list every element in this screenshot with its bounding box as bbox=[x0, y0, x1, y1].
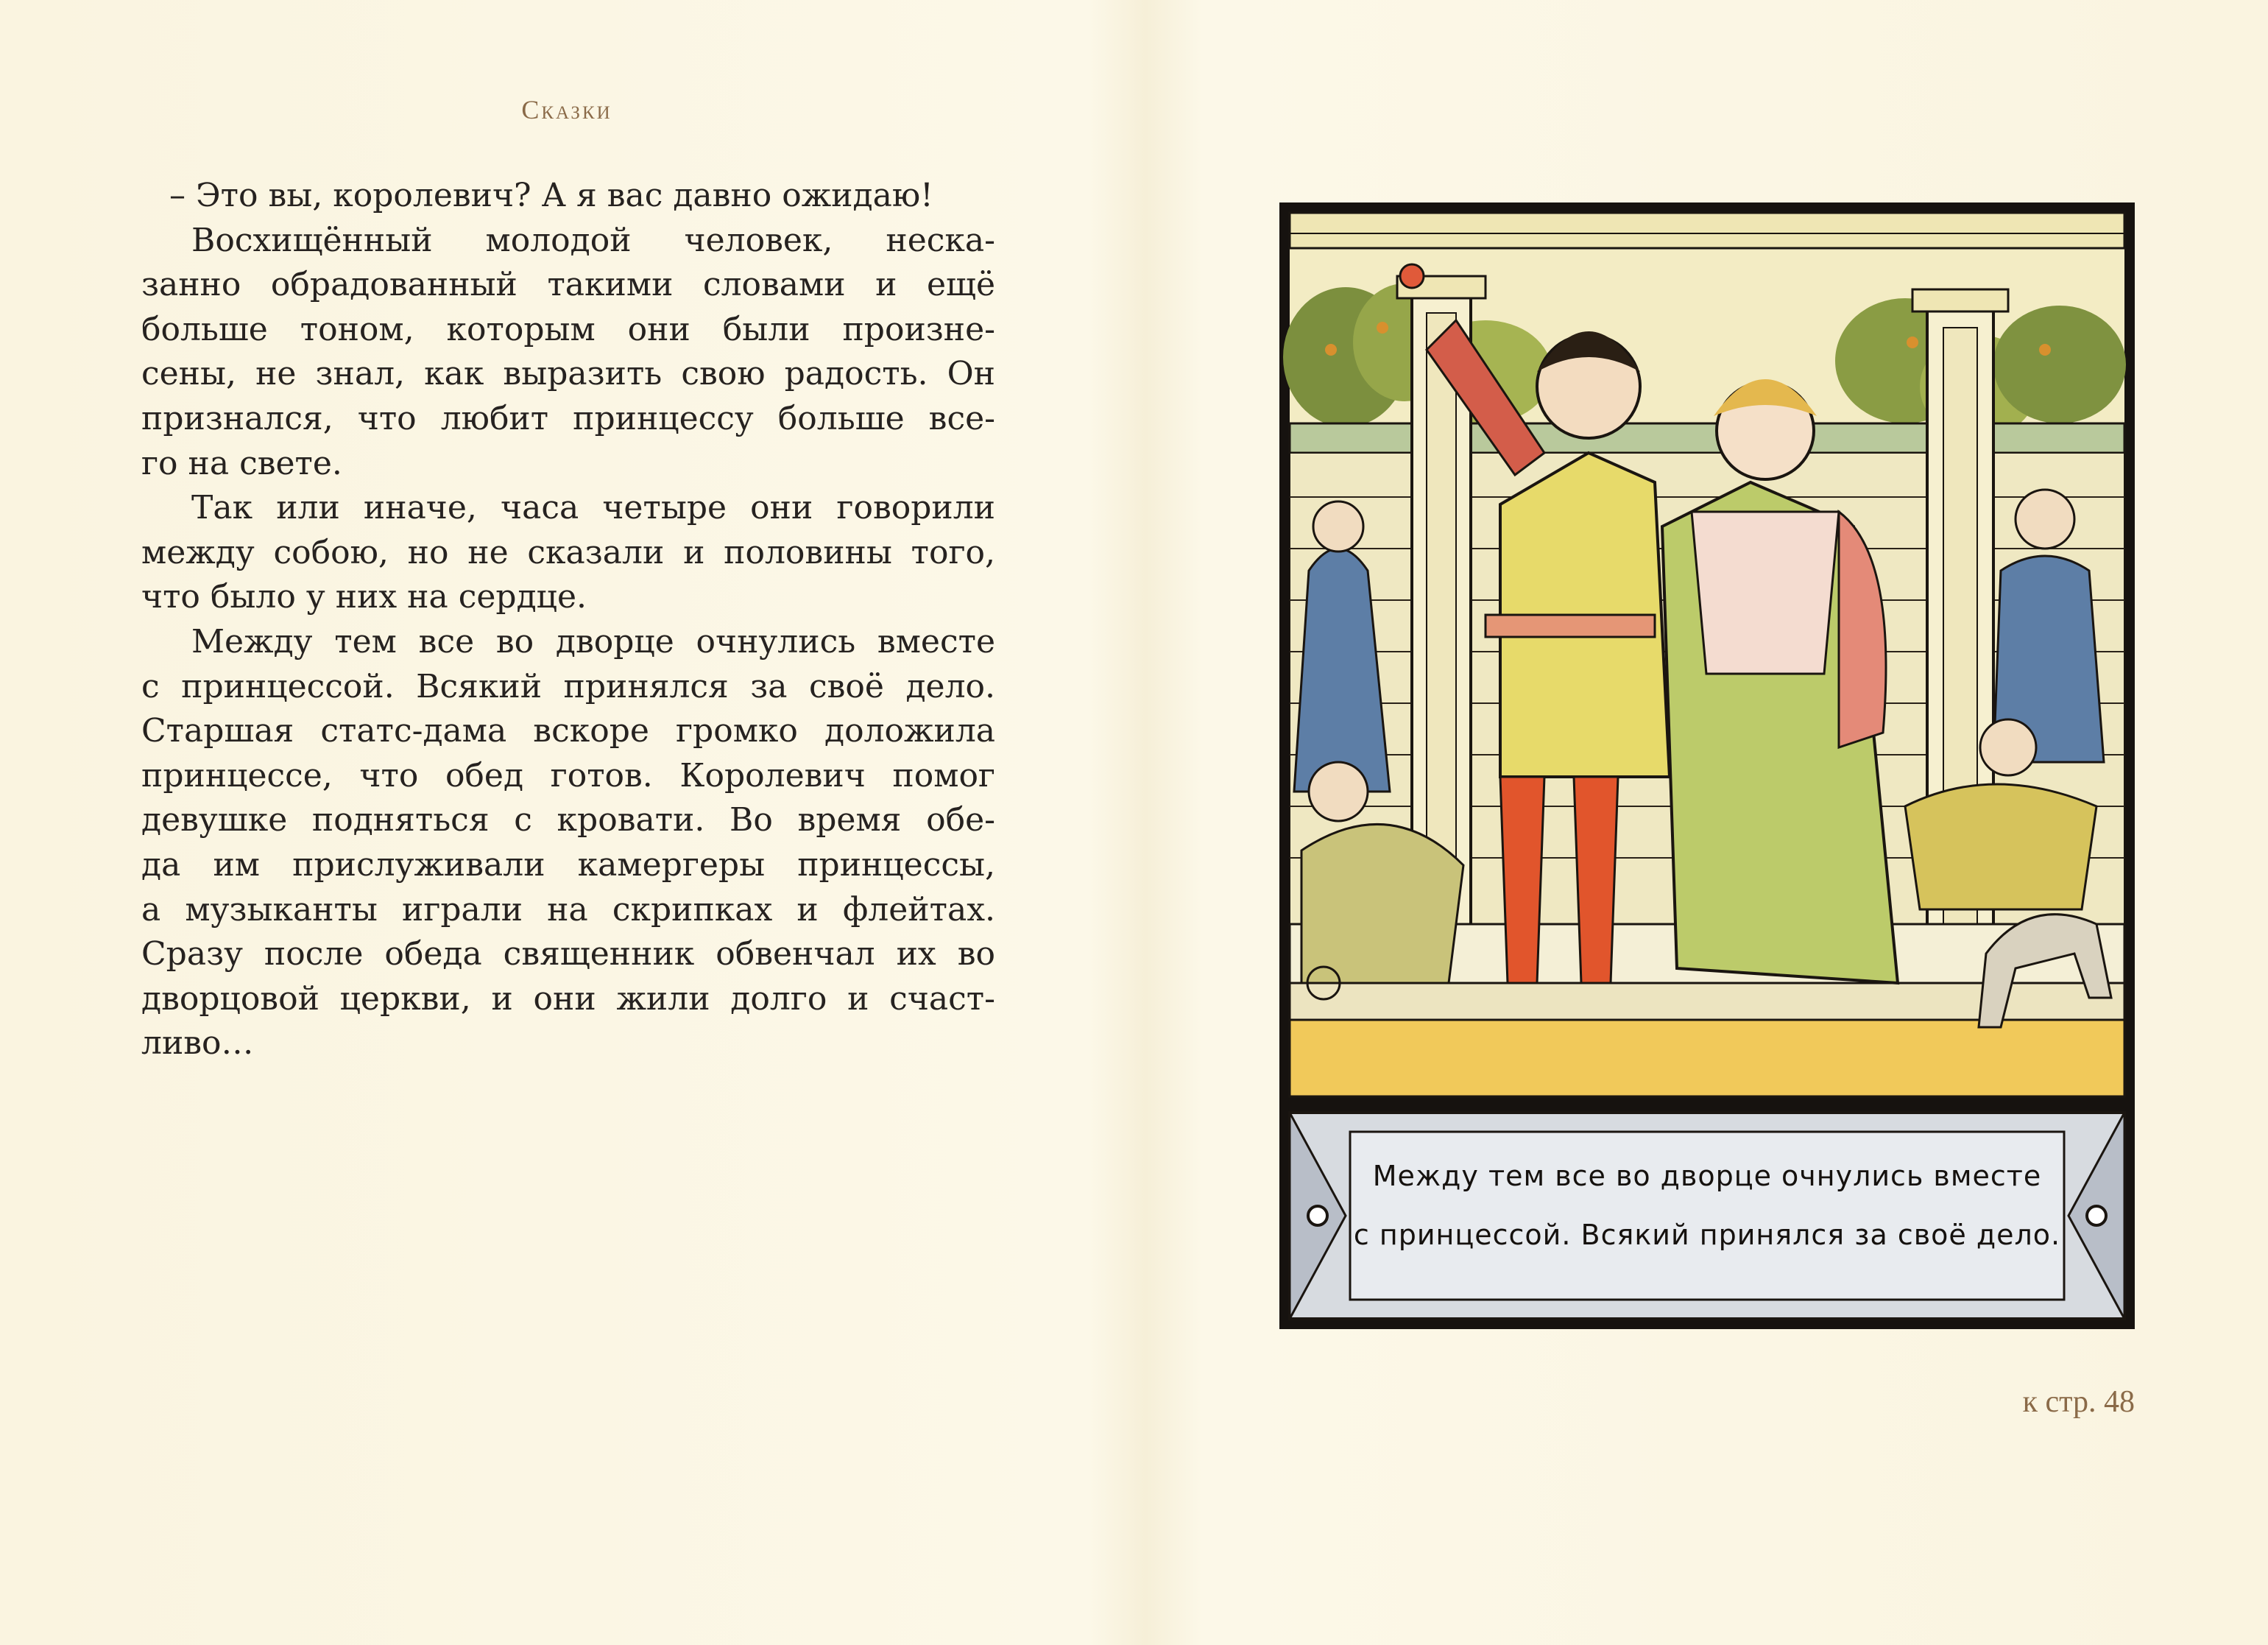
page-reference: к стр. 48 bbox=[2022, 1385, 2135, 1419]
text-line: что было у них на сердце. bbox=[141, 578, 587, 616]
golden-band bbox=[1290, 1020, 2124, 1096]
entablature bbox=[1290, 213, 2124, 248]
text-line: а музыканты играли на скрипках и флейтах. bbox=[141, 890, 995, 929]
text-line: с принцессой. Всякий принялся за своё дело. bbox=[141, 667, 995, 705]
text-line: Старшая статс-дама вскоре громко доложила bbox=[141, 712, 995, 750]
text-line: Сразу после обеда священник обвенчал их во bbox=[141, 935, 995, 973]
text-line: дворцовой церкви, и они жили долго и счаст- bbox=[141, 979, 995, 1018]
illustration-caption-line-1: Между тем все во дворце очнулись вместе bbox=[1372, 1160, 2042, 1192]
text-line: девушке подняться с кровати. Во время обе- bbox=[141, 801, 995, 839]
text-line: занно обрадованный такими словами и ещё bbox=[141, 266, 995, 304]
text-line: больше тоном, которым они были произне- bbox=[141, 310, 995, 348]
illustration-caption-line-2: с принцессой. Всякий принялся за своё дело. bbox=[1353, 1219, 2061, 1251]
text-line: признался, что любит принцессу больше все- bbox=[141, 399, 995, 437]
text-line: да им прислуживали камергеры принцессы, bbox=[141, 845, 995, 884]
text-line: между собою, но не сказали и половины того, bbox=[141, 533, 995, 571]
text-line: сены, не знал, как выразить свою радость. Он bbox=[141, 355, 995, 393]
text-line: принцессе, что обед готов. Королевич помог bbox=[141, 756, 995, 795]
text-line: Восхищённый молодой человек, неска- bbox=[191, 221, 995, 259]
text-line: го на свете. bbox=[141, 444, 342, 482]
caption-panel bbox=[1290, 1113, 2124, 1319]
body-text bbox=[141, 174, 995, 1066]
text-line: Между тем все во дворце очнулись вместе bbox=[191, 622, 995, 661]
text-line: – Это вы, королевич? А я вас давно ожидаю! bbox=[169, 177, 933, 214]
illustration-plate bbox=[1279, 202, 2135, 1329]
text-line: Так или иначе, часа четыре они говорили bbox=[191, 489, 995, 527]
running-head: Сказки bbox=[521, 95, 612, 124]
text-line: ливо… bbox=[141, 1024, 254, 1063]
